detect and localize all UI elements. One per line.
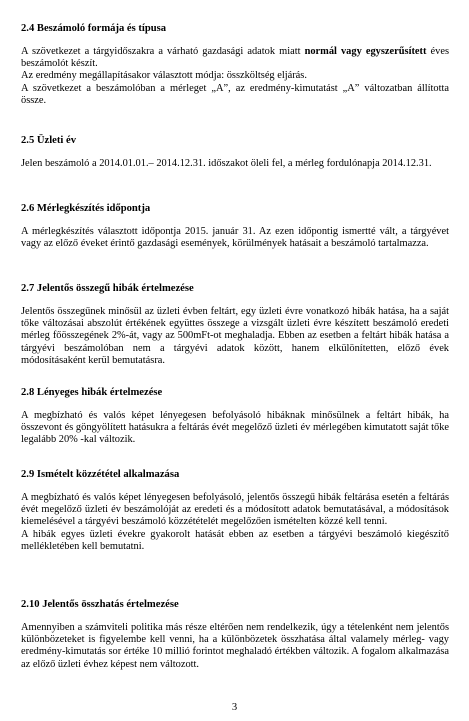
section-2-6	[21, 202, 449, 250]
section-paragraph: Jelentős összegűnek minősül az üzleti évben feltárt, egy üzleti évre vonatkozó hibák hatása, ha a saját tőke változásai abszolút értékének együttes összege a vizsgált üzleti évre készített beszámoló eredeti mérleg főösszegének 2%-át, vagy az 500mFt-ot meghaladja. Ebben az esetben a feltárt hibák hatása a tárgyévi beszámolóban nem a tárgyévi adatok között, hanem elkülönítetten, előző évek módosításaként kerül bemutatásra.	[21, 306, 449, 366]
section-heading: 2.4 Beszámoló formája és típusa	[21, 23, 167, 34]
section-2-5	[21, 134, 449, 170]
section-heading: 2.5 Üzleti év	[21, 135, 77, 146]
section-paragraph: A mérlegkészítés választott időpontja 2015. január 31. Az ezen időpontig ismertté vált, a tárgyévet vagy az előző éveket érintő gazdasági események, körülmények hatásait a beszámoló tartalmazza.	[21, 226, 449, 250]
paragraph-text: éves beszámolót készít.	[21, 46, 450, 70]
section-2-8	[21, 386, 449, 447]
section-paragraph: A megbízható és valós képet lényegesen befolyásoló hibáknak minősülnek a feltárt hibák, ha összevont és göngyölített hatásukra a feltárás évét megelőző üzleti év mérlegében kimutatott saját tőke legalább 20% -kal változik.	[21, 410, 449, 446]
section-paragraph: A hibák egyes üzleti évekre gyakorolt hatását ebben az esetben a tárgyévi beszámoló kiegészítő mellékletében kell bemutatni.	[21, 528, 449, 552]
section-heading: 2.9 Ismételt közzététel alkalmazása	[21, 469, 180, 480]
section-heading: 2.7 Jelentős összegű hibák értelmezése	[21, 283, 194, 294]
section-heading: 2.6 Mérlegkészítés időpontja	[21, 203, 151, 214]
section-paragraph: Az eredmény megállapításakor választott módja: összköltség eljárás.	[21, 70, 307, 82]
section-paragraph: A megbízható és valós képet lényegesen befolyásoló, jelentős összegű hibák feltárása esetén a feltárás évét megelőző üzleti év beszámolóját az eredeti és a módosított adatok bemutatásával, a módosítások kiemelésével a tárgyévi beszámoló közzétételét megelőzően ismételten közzé kell tenni.	[21, 492, 449, 528]
section-heading: 2.10 Jelentős összhatás értelmezése	[21, 599, 179, 610]
paragraph-text: A szövetkezet a tárgyidőszakra a várható gazdasági adatok miatt	[21, 46, 305, 57]
section-paragraph: A szövetkezet a beszámolóban a mérleget „A”, az eredmény-kimutatást „A” változatban állította össze.	[21, 82, 449, 106]
section-paragraph: Jelen beszámoló a 2014.01.01.– 2014.12.31. időszakot öleli fel, a mérleg fordulónapja 2014.12.31.	[21, 158, 432, 169]
page-number: 3	[231, 702, 238, 713]
section-2-4	[21, 22, 449, 107]
emphasized-text: normál vagy egyszerűsített	[304, 46, 427, 57]
section-2-7	[21, 282, 449, 367]
section-heading: 2.8 Lényeges hibák értelmezése	[21, 387, 163, 398]
section-2-9	[21, 468, 449, 553]
section-2-10	[21, 598, 449, 671]
section-paragraph: Amennyiben a számviteli politika más része eltérően nem rendelkezik, úgy a tételenként nem jelentős különbözeteket is figyelembe kell venni, ha a különbözetek összhatása által valamely mérleg- vagy eredmény-kimutatás sor értéke 10 millió forintot meghaladó értékben változik. A fogalom alkalmazása az előző üzleti évhez képest nem változott.	[21, 622, 449, 670]
section-paragraph	[21, 46, 449, 70]
